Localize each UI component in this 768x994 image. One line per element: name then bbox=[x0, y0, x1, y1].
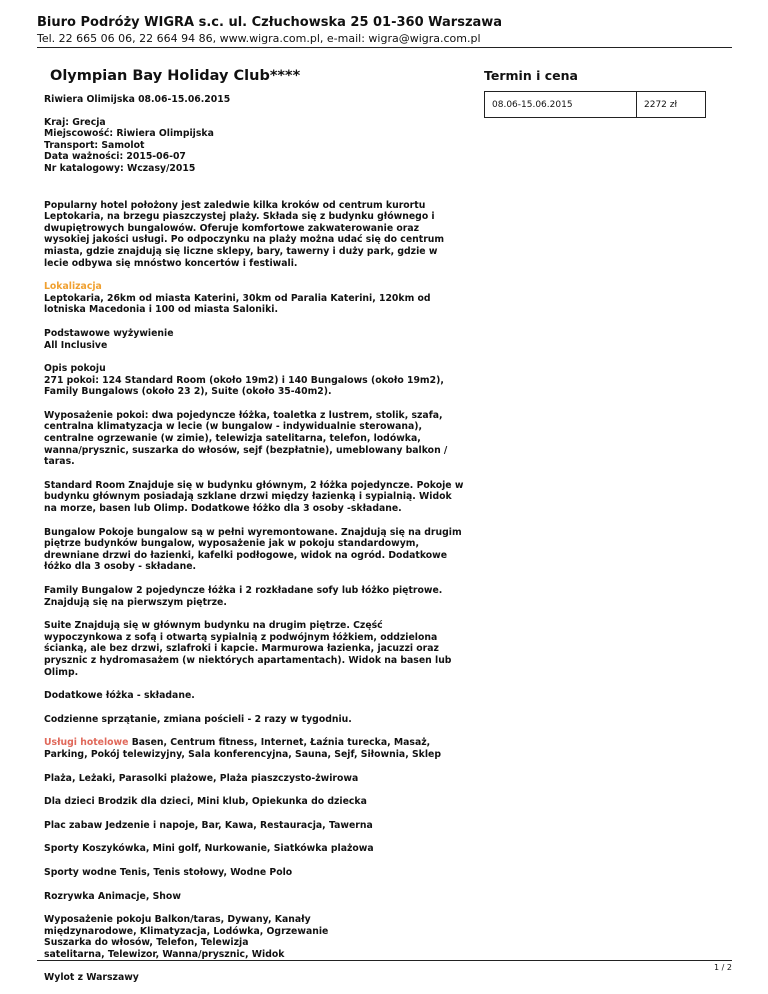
meta-location: Miejscowość: Riwiera Olimpijska bbox=[44, 128, 214, 140]
bungalow-room: Bungalow Pokoje bungalow są w pełni wyremontowane. Znajdują się na drugim piętrze budynków bungalow, wyposażenie jak w pokoju standardowym, drewniane drzwi do łazienki, kafelki podłogowe, widok na ogród. Dodatkowe łóżko dla 3 osoby - składane. bbox=[44, 526, 462, 573]
room-equipment-line: satelitarna, Telewizor, Wanna/prysznic, Widok bbox=[44, 948, 285, 960]
facility-kids: Dla dzieci Brodzik dla dzieci, Mini klub, Opiekunka do dziecka bbox=[44, 796, 367, 808]
hotel-title: Olympian Bay Holiday Club**** bbox=[50, 68, 301, 84]
cleaning-info: Codzienne sprzątanie, zmiana pościeli - 2 razy w tygodniu. bbox=[44, 713, 352, 725]
room-equipment-line: Suszarka do włosów, Telefon, Telewizja bbox=[44, 937, 249, 949]
services-text: Basen, Centrum fitness, Internet, Łaźnia turecka, Masaż, Parking, Pokój telewizyjny, Sala konferencyjna, Sauna, Sejf, Siłownia, Sklep bbox=[44, 737, 441, 760]
facility-sports: Sporty Koszykówka, Mini golf, Nurkowanie, Siatkówka plażowa bbox=[44, 843, 374, 855]
services-label: Usługi hotelowe bbox=[44, 737, 129, 749]
meta-transport: Transport: Samolot bbox=[44, 139, 145, 151]
price-cell: 2272 zł bbox=[637, 92, 706, 118]
suite-room: Suite Znajdują się w głównym budynku na drugim piętrze. Część wypoczynkowa z sofą i otwartą sypialnią z podwójnym łóżkiem, oddzielona ścianką, ale bez drzwi, szlafroki i kapcie. Marmurowa łazienka, jacuzzi oraz prysznic z hydromasażem (w niektórych apartamentach). Widok na basen lub Olimp. bbox=[44, 620, 452, 678]
extra-beds: Dodatkowe łóżka - składane. bbox=[44, 690, 195, 702]
location-section bbox=[44, 281, 464, 316]
price-table bbox=[484, 91, 706, 118]
agency-title: Biuro Podróży WIGRA s.c. ul. Człuchowska 25 01-360 Warszawa bbox=[37, 15, 503, 30]
hotel-description: Popularny hotel położony jest zaledwie kilka kroków od centrum kurortu Leptokaria, na brzegu piaszczystej plaży. Składa się z budynku głównego i dwupiętrowych bungalowów. Oferuje komfortowe zakwaterowanie oraz wysokiej jakości usługi. Po odpoczynku na plaży można udać się do centrum miasta, gdzie znajdują się liczne sklepy, bary, tawerny i duży park, gdzie w lecie odbywa się mnóstwo koncertów i festiwali. bbox=[44, 199, 445, 269]
meta-catalog-number: Nr katalogowy: Wczasy/2015 bbox=[44, 162, 196, 174]
header-divider bbox=[37, 47, 732, 48]
rooms-label: Opis pokoju bbox=[44, 363, 106, 375]
rooms-text: 271 pokoi: 124 Standard Room (około 19m2) i 140 Bungalows (około 19m2), Family Bungalows (około 23 2), Suite (około 35-40m2). bbox=[44, 374, 444, 398]
location-text: Leptokaria, 26km od miasta Katerini, 30km od Paralia Katerini, 120km od lotniska Macedonia i 100 od miasta Saloniki. bbox=[44, 292, 431, 316]
board-section bbox=[44, 328, 464, 351]
room-equipment-list bbox=[44, 914, 464, 960]
term-cell: 08.06-15.06.2015 bbox=[485, 92, 637, 118]
rooms-section bbox=[44, 363, 464, 398]
meta-validity: Data ważności: 2015-06-07 bbox=[44, 151, 186, 163]
offer-meta bbox=[44, 117, 464, 175]
facility-beach: Plaża, Leżaki, Parasolki plażowe, Plaża piaszczysto-żwirowa bbox=[44, 772, 359, 784]
page-number: 1 / 2 bbox=[714, 963, 732, 972]
facility-water-sports: Sporty wodne Tenis, Tenis stołowy, Wodne Polo bbox=[44, 866, 293, 878]
header bbox=[37, 14, 737, 46]
meta-country: Kraj: Grecja bbox=[44, 116, 106, 128]
services-section bbox=[44, 737, 464, 760]
footer-divider bbox=[37, 960, 732, 961]
departure-info: Wylot z Warszawy bbox=[44, 972, 139, 984]
family-bungalow: Family Bungalow 2 pojedyncze łóżka i 2 rozkładane sofy lub łóżko piętrowe. Znajdują się na pierwszym piętrze. bbox=[44, 585, 443, 608]
pricing-panel bbox=[484, 65, 707, 118]
agency-contact: Tel. 22 665 06 06, 22 664 94 86, www.wigra.com.pl, e-mail: wigra@wigra.com.pl bbox=[37, 32, 481, 45]
pricing-title: Termin i cena bbox=[484, 68, 578, 83]
board-label: Podstawowe wyżywienie bbox=[44, 327, 174, 339]
facility-entertainment: Rozrywka Animacje, Show bbox=[44, 890, 181, 902]
offer-subtitle: Riwiera Olimijska 08.06-15.06.2015 bbox=[44, 94, 231, 105]
rooms-equipment: Wyposażenie pokoi: dwa pojedyncze łóżka, toaletka z lustrem, stolik, szafa, centralna klimatyzacja w lecie (w bungalow - indywidualnie sterowana), centralne ogrzewanie (w zimie), telewizja satelitarna, telefon, lodówka, wanna/prysznic, suszarka do włosów, sejf (bezpłatnie), umeblowany balkon / taras. bbox=[44, 409, 448, 468]
price-row bbox=[485, 92, 706, 118]
location-label: Lokalizacja bbox=[44, 281, 102, 293]
board-value: All Inclusive bbox=[44, 339, 108, 351]
room-equipment-line: Wyposażenie pokoju Balkon/taras, Dywany, Kanały bbox=[44, 914, 311, 926]
room-equipment-line: międzynarodowe, Klimatyzacja, Lodówka, Ogrzewanie bbox=[44, 925, 329, 937]
offer-details bbox=[44, 64, 464, 984]
standard-room: Standard Room Znajduje się w budynku głównym, 2 łóżka pojedyncze. Pokoje w budynku głównym posiadają szklane drzwi między łazienką i sypialnią. Widok na morze, basen lub Olimp. Dodatkowe łóżko dla 3 osoby -składane. bbox=[44, 479, 464, 515]
facility-playground-food: Plac zabaw Jedzenie i napoje, Bar, Kawa, Restauracja, Tawerna bbox=[44, 819, 373, 831]
